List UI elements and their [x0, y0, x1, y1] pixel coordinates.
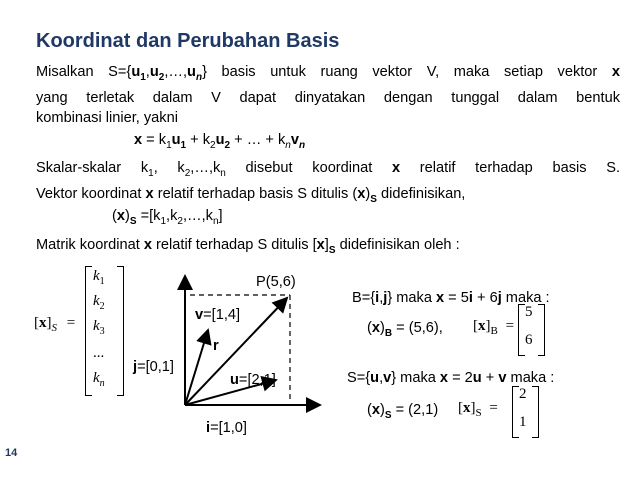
text: disebut koordinat — [225, 160, 392, 176]
vec-x: x — [357, 186, 366, 202]
matrix-entry: 1 — [519, 414, 527, 430]
text: ] — [324, 237, 329, 253]
equals: = — [66, 315, 76, 331]
sub: S — [328, 245, 336, 256]
vec-x: x — [116, 208, 125, 224]
text: ) — [365, 186, 371, 202]
vec-u: u — [187, 64, 196, 80]
vec-v: v — [290, 132, 299, 148]
matrix-bracket-left — [512, 386, 519, 438]
text: = k — [142, 132, 167, 148]
example-basis-s: S={u,v} maka x = 2u + v maka : — [347, 370, 555, 386]
matrix-bracket-right — [532, 386, 539, 438]
vec-u: u — [171, 132, 181, 148]
matrix-entry: $k_1$ — [93, 268, 105, 287]
matrix-entry: $k_n$ — [93, 370, 105, 389]
matrix-bracket-left — [518, 304, 525, 356]
vec-x: x — [611, 64, 620, 80]
sub: S — [51, 322, 57, 334]
text: + k — [186, 132, 211, 148]
example-basis-b: B={i,j} maka x = 5i + 6j maka : — [352, 290, 550, 306]
example-b-matrix-lhs: $[x]_B$ = — [473, 318, 515, 337]
sub: n — [298, 140, 306, 151]
text: ) — [125, 208, 130, 224]
text: didefinisikan, — [376, 186, 466, 202]
vector-r-label: r — [213, 338, 219, 354]
text: Skalar-skalar k — [36, 160, 149, 176]
vec-x: x — [316, 237, 325, 253]
sub: 1 — [180, 140, 187, 151]
sub: 1 — [140, 72, 146, 83]
sub: 2 — [210, 140, 216, 151]
text: ,…,k — [182, 208, 213, 224]
sub: 2 — [177, 216, 183, 227]
vector-j-label: j=[0,1] — [133, 359, 174, 375]
sub: n — [212, 216, 219, 227]
point-p-label: P(5,6) — [256, 274, 296, 290]
text: ( — [112, 208, 117, 224]
text: relatif terhadap S ditulis [ — [152, 237, 317, 253]
matrix-entry: 6 — [525, 332, 533, 348]
text: relatif terhadap basis S. — [400, 160, 620, 176]
example-b-coordinates: $(x)_B = (5,6)$, — [367, 320, 443, 339]
sub: 1 — [166, 140, 172, 151]
sub: n — [285, 140, 291, 151]
text: + … + k — [230, 132, 286, 148]
sub: S — [370, 194, 377, 205]
matrix-entry: ... — [93, 345, 105, 361]
sub: 2 — [184, 168, 191, 179]
vec-u: u — [149, 64, 159, 80]
sub: S — [129, 216, 137, 227]
matrix-entry: $k_2$ — [93, 293, 105, 312]
text: Vektor koordinat — [36, 186, 146, 202]
matrix-bracket-right — [538, 304, 545, 356]
text: } basis untuk ruang vektor V, maka setiap vektor — [202, 64, 612, 80]
vector-i-label: i=[1,0] — [206, 420, 247, 436]
sub: 2 — [224, 140, 231, 151]
matrix-entry: 2 — [519, 386, 527, 402]
paragraph-line-3: kombinasi linier, yakni — [36, 110, 178, 126]
vector-v-label: v=[1,4] — [195, 307, 241, 323]
text: =[k — [136, 208, 161, 224]
vec-x: x — [39, 315, 47, 331]
text: didefinisikan oleh : — [335, 237, 460, 253]
example-s-coordinates: $(x)_S = (2,1)$ — [367, 402, 439, 421]
paragraph-line-2: yang terletak dalam V dapat dinyatakan dengan tunggal dalam bentuk — [36, 90, 620, 106]
vec-u: u — [215, 132, 225, 148]
text: ,k — [166, 208, 178, 224]
sub: 1 — [148, 168, 154, 179]
text: , k — [153, 160, 185, 176]
text: ,…, — [164, 64, 188, 80]
vec-x: x — [392, 160, 401, 176]
text: relatif terhadap basis S ditulis ( — [153, 186, 358, 202]
text: Matrik koordinat — [36, 237, 144, 253]
sub: 1 — [160, 216, 167, 227]
text: ,…,k — [190, 160, 221, 176]
sub: n — [220, 168, 226, 179]
sub: n — [195, 72, 203, 83]
slide-title: Koordinat dan Perubahan Basis — [36, 30, 340, 52]
vec-x: x — [134, 132, 143, 148]
vec-x: x — [145, 186, 154, 202]
example-s-matrix-lhs: $[x]_S$ = — [458, 400, 498, 419]
text: , — [145, 64, 150, 80]
vec-u: u — [131, 64, 141, 80]
page-number: 14 — [5, 447, 18, 459]
text: [ — [34, 315, 39, 331]
sub: 2 — [158, 72, 165, 83]
vector-u-label: u=[2,1] — [230, 372, 276, 388]
text: ] — [46, 315, 52, 331]
text: ] — [218, 208, 223, 224]
matrix-entry: $k_3$ — [93, 318, 105, 337]
text: Misalkan S={ — [36, 64, 132, 80]
matrix-entry: 5 — [525, 304, 533, 320]
vec-x: x — [143, 237, 152, 253]
